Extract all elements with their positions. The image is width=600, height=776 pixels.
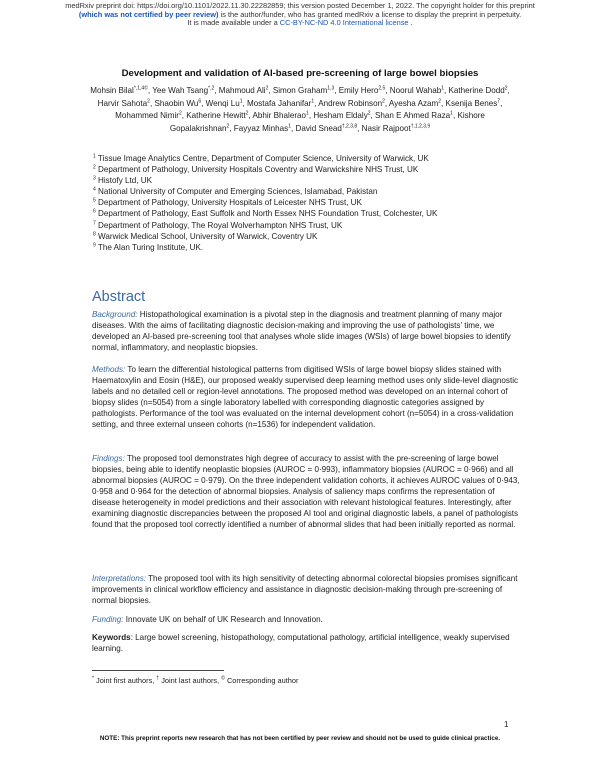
affiliation: $^1$ Tissue Image Analytics Centre, Department of Computer Science, University of Warwick, UK (93, 153, 429, 163)
license-grant-text: is the author/funder, who has granted medRxiv a license to display the preprint in perpetuity. (218, 9, 522, 19)
findings-text: The proposed tool demonstrates high degree of accuracy to assist with the pre-screening of large bowel biopsies, being able to identify neoplastic biopsies (AUROC = 0·993), inflammatory biopsies (AUROC = 0·966) and all abnormal biopsies (AUROC = 0·979). On the three independent validation cohorts, it achieves AUROC values of 0·943, 0·958 and 0·964 for the detection of abnormal biopsies. Analysis of saliency maps confirms the representation of disease heterogeneity in model predictions and their association with relevant histological features. Interestingly, after examining diagnostic discrepancies between the proposed AI tool and original diagnostic labels, a panel of pathologists found that the proposed tool correctly identified a number of abnormal slides that had been initially reported as normal. (92, 454, 520, 530)
abstract-background (92, 309, 522, 353)
author: Katherine Dodd$^2$ (448, 85, 508, 95)
license-link[interactable]: CC-BY-NC-ND 4.0 International license (279, 18, 409, 28)
author-list: Mohsin Bilal$^{*,1,4©}$, Yee Wah Tsang$^{*,2}$, Mahmoud Ali$^2$, Simon Graham$^{1,3}$, Emily Hero$^{2,5}$, Noorul Wahab$^1$, Katherine Dodd$^2$, Harvir Sahota$^2$, Shaobin Wu$^6$, Wenqi Lu$^1$, Mostafa Jahanifar$^1$, Andrew Robinson$^2$, Ayesha Azam$^2$, Ksenija Benes$^7$, Mohammed Nimir$^2$, Katherine Hewitt$^2$, Abhir Bhalerao$^1$, Hesham Eldaly$^2$, Shan E Ahmed Raza$^1$, Kishore Gopalakrishnan$^2$, Fayyaz Minhas$^1$, David Snead$^{\dagger,2,3,8}$, Nasir Rajpoot$^{\dagger,1,2,3,9}$ (90, 85, 510, 133)
keywords (92, 632, 522, 654)
abstract-methods (92, 364, 522, 430)
author: Mahmoud Ali$^2$ (218, 85, 269, 95)
footnote: * Joint first authors, † Joint last authors, © Corresponding author (92, 675, 299, 685)
author: Shan E Ahmed Raza$^1$ (375, 110, 453, 121)
author: Wenqi Lu$^1$ (205, 97, 243, 108)
interpretations-text: The proposed tool with its high sensitivity of detecting abnormal colorectal biopsies promises significant improvements in clinical workflow efficiency and assistance in diagnostic decision-making through pre-screening of normal biopsies. (92, 574, 518, 606)
funding-text: Innovate UK on behalf of UK Research and Innovation. (123, 615, 323, 624)
author: Harvir Sahota$^2$ (97, 97, 150, 108)
author: Nasir Rajpoot$^{\dagger,1,2,3,9}$ (361, 123, 431, 133)
affiliation: $^7$ Department of Pathology, The Royal Wolverhampton NHS Trust, UK (93, 219, 343, 230)
abstract-interpretations (92, 573, 522, 606)
author: Simon Graham$^{1,3}$ (272, 85, 335, 95)
author: Ayesha Azam$^2$ (388, 97, 442, 108)
background-label: Background: (92, 310, 138, 319)
affiliation: $^3$ Histofy Ltd, UK (93, 175, 153, 186)
author: Katherine Hewitt$^2$ (186, 110, 249, 121)
page-number: 1 (504, 720, 509, 729)
author: Mohsin Bilal$^{*,1,4©}$ (90, 85, 148, 95)
author: Shaobin Wu$^6$ (154, 97, 202, 108)
author: Abhir Bhalerao$^1$ (252, 110, 309, 121)
affiliation: $^8$ Warwick Medical School, University of Warwick, Coventry UK (93, 230, 318, 241)
preprint-header (0, 2, 600, 28)
author: Mostafa Jahanifar$^1$ (247, 97, 315, 108)
author: Noorul Wahab$^1$ (389, 85, 444, 95)
affiliation-list (93, 153, 553, 253)
paper-title: Development and validation of AI-based pre-screening of large bowel biopsies (121, 68, 479, 79)
author: Kishore Gopalakrishnan$^2$ (169, 111, 485, 133)
background-text: Histopathological examination is a pivotal step in the diagnosis and treatment planning of many major diseases. With the aims of facilitating diagnostic decision-making and improving the use of pathologists’ time, we developed an AI-based pre-screening tool that analyses whole slide images (WSIs) of large bowel biopsies to identify normal, inflammatory, and neoplastic biopsies. (92, 310, 511, 353)
author: Emily Hero$^{2,5}$ (338, 85, 386, 95)
abstract-heading: Abstract (92, 289, 146, 305)
not-certified-note: (which was not certified by peer review) (78, 9, 219, 19)
affiliation: $^2$ Department of Pathology, University Hospitals Coventry and Warwickshire NHS Trust, UK (93, 164, 419, 175)
affiliation: $^9$ The Alan Turing Institute, UK. (93, 242, 204, 252)
footnote-rule (92, 670, 224, 671)
findings-label: Findings: (92, 454, 125, 463)
keywords-text: : Large bowel screening, histopathology, computational pathology, artificial intelligence, weakly supervised learning. (92, 633, 510, 654)
author: Ksenija Benes$^7$ (445, 97, 501, 108)
author: Mohammed Nimir$^2$ (115, 110, 182, 121)
author: Yee Wah Tsang$^{*,2}$ (152, 85, 215, 95)
keywords-label: Keywords (92, 633, 131, 642)
author: David Snead$^{\dagger,2,3,8}$ (295, 123, 358, 133)
author: Fayyaz Minhas$^1$ (233, 123, 292, 133)
affiliation: $^6$ Department of Pathology, East Suffolk and North Essex NHS Foundation Trust, Colchester, UK (93, 208, 438, 219)
header-line-1: medRxiv preprint doi: https://doi.org/10.1101/2022.11.30.22282859; this version posted December 1, 2022. The copyright holder for this preprint (65, 1, 535, 10)
peer-review-note: NOTE: This preprint reports new research that has not been certified by peer review and should not be used to guide clinical practice. (99, 735, 501, 742)
affiliation: $^5$ Department of Pathology, University Hospitals of Leicester NHS Trust, UK (93, 197, 362, 208)
affiliation: $^4$ National University of Computer and Emerging Sciences, Islamabad, Pakistan (93, 186, 378, 197)
author: Andrew Robinson$^2$ (318, 97, 385, 108)
header-line-3: It is made available under a CC-BY-NC-ND 4.0 International license . (187, 18, 413, 28)
funding-label: Funding: (92, 615, 124, 624)
abstract-findings (92, 453, 522, 530)
methods-text: To learn the differential histological patterns from digitised WSIs of large bowel biopsy slides stained with Haematoxylin and Eosin (H&E), our proposed weakly supervised deep learning method uses only slide-level diagnostic labels and no detailed cell or region-level annotations. The proposed method was developed on an internal cohort of biopsy slides (n=5054) from a single laboratory labelled with corresponding diagnostic categories assigned by pathologists. Performance of the tool was evaluated on the internal development cohort (n=5054) in a cross-validation setting, and three external unseen cohorts (n=1536) for independent validation. (92, 365, 519, 430)
abstract-funding (92, 614, 522, 625)
author: Hesham Eldaly$^2$ (313, 110, 371, 121)
methods-label: Methods: (92, 365, 126, 374)
interpretations-label: Interpretations: (92, 574, 146, 583)
